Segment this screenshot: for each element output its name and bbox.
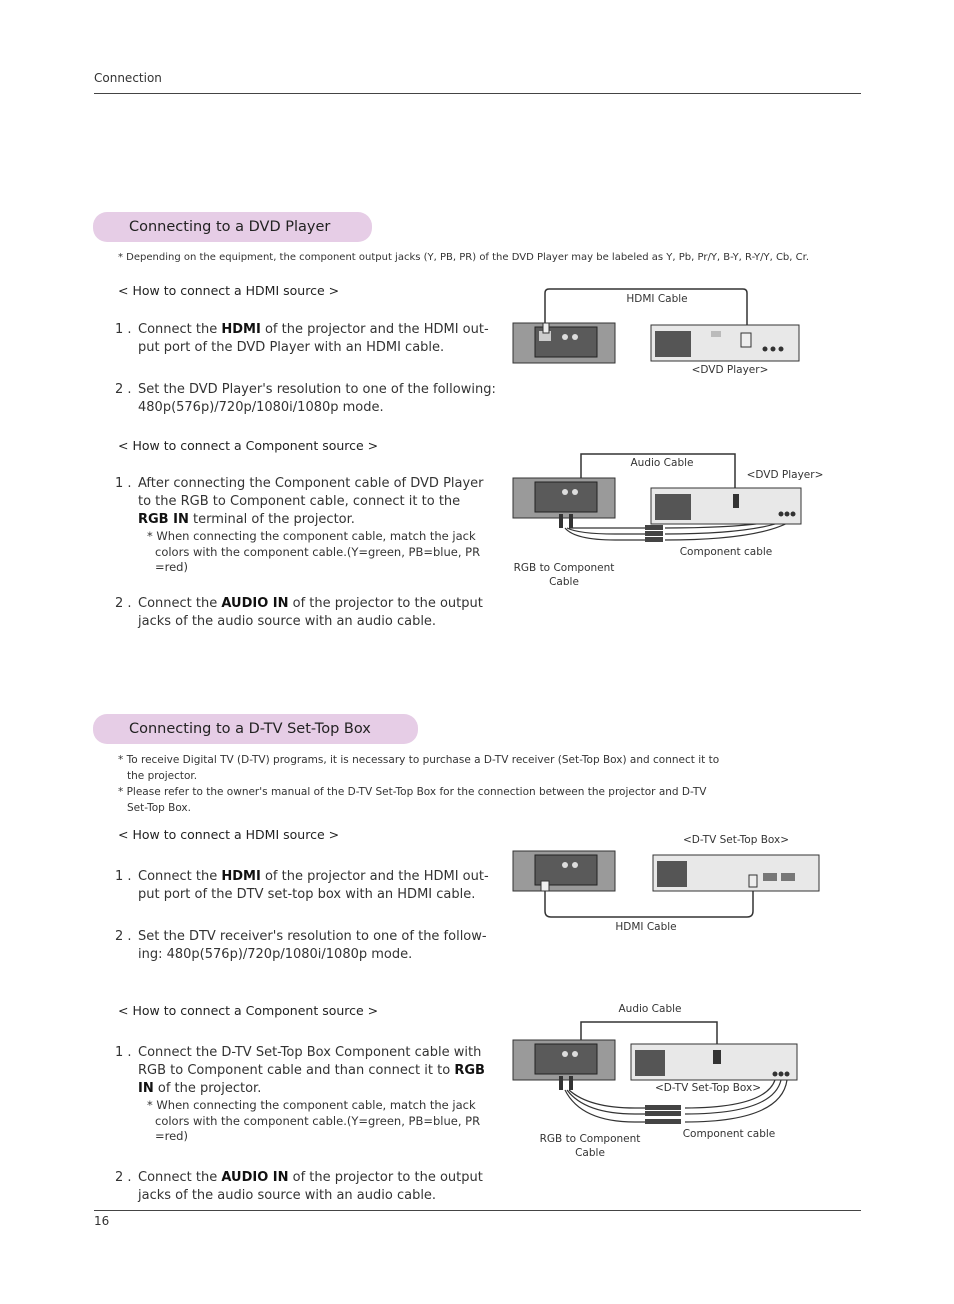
dvd-note: * Depending on the equipment, the component output jacks (Y, PB, PR) of the DVD Player may be labeled as Y, Pb, Pr/Y, B-Y, R-Y/Y, Cb, Cr. — [118, 252, 809, 263]
step-number: 2 . — [115, 1170, 132, 1185]
dtv-hdmi-step-1 — [115, 868, 505, 908]
step-text: terminal of the projector. — [192, 512, 355, 527]
step-text: Set the DVD Player's resolution to one of the following: — [138, 382, 496, 397]
dvd-player-label: <DVD Player> — [746, 469, 824, 481]
dvd-component-heading: < How to connect a Component source > — [118, 438, 379, 453]
step-number: 2 . — [115, 929, 132, 944]
step-text: put port of the DVD Player with an HDMI cable. — [138, 340, 445, 355]
step-text: put port of the DTV set-top box with an HDMI cable. — [138, 887, 476, 902]
dtv-hdmi-heading: < How to connect a HDMI source > — [118, 827, 340, 842]
hdmi-cable-label: HDMI Cable — [626, 293, 688, 305]
step-text: of the projector and the HDMI out- — [264, 322, 489, 337]
dtv-set-top-box-label: <D-TV Set-Top Box> — [654, 1082, 762, 1094]
dtv-hdmi-diagram — [505, 845, 825, 925]
step-text: Connect the — [138, 596, 218, 611]
step-number: 1 . — [115, 476, 132, 491]
step-number: 2 . — [115, 382, 132, 397]
dvd-component-step-1 — [115, 475, 505, 585]
step-bold: AUDIO IN — [221, 596, 289, 611]
sub-note: colors with the component cable.(Y=green, PB=blue, PR — [155, 1113, 481, 1128]
rgb-to-component-label — [506, 561, 622, 589]
step-bold: IN — [138, 1081, 154, 1096]
dtv-notes — [118, 752, 818, 816]
dvd-hdmi-step-1 — [115, 321, 505, 361]
dtv-component-diagram — [505, 1016, 805, 1131]
step-bold: HDMI — [221, 322, 261, 337]
dtv-component-step-1 — [115, 1044, 505, 1159]
sub-note: * When connecting the component cable, match the jack — [147, 529, 476, 543]
step-text: of the projector. — [157, 1081, 262, 1096]
step-text: RGB to Component cable and than connect it to — [138, 1063, 451, 1078]
step-text: of the projector and the HDMI out- — [264, 869, 489, 884]
page-number: 16 — [94, 1214, 110, 1228]
audio-cable-label: Audio Cable — [630, 457, 694, 469]
dvd-player-label: <DVD Player> — [691, 364, 769, 376]
rgb-to-component-label — [532, 1132, 648, 1160]
dtv-component-heading: < How to connect a Component source > — [118, 1003, 379, 1018]
note-line: Set-Top Box. — [127, 802, 191, 814]
rgb-label-line: RGB to Component — [539, 1133, 641, 1145]
rgb-label-line: Cable — [549, 576, 579, 588]
rgb-label-line: RGB to Component — [513, 562, 615, 574]
component-cable-label: Component cable — [679, 546, 773, 558]
step-number: 2 . — [115, 596, 132, 611]
component-cable-label: Component cable — [682, 1128, 776, 1140]
step-bold: AUDIO IN — [221, 1170, 289, 1185]
step-number: 1 . — [115, 869, 132, 884]
dtv-hdmi-step-2 — [115, 928, 505, 968]
step-bold: RGB — [454, 1063, 485, 1078]
step-text: Connect the D-TV Set-Top Box Component cable with — [138, 1045, 482, 1060]
section-header: Connection — [94, 71, 162, 85]
dvd-section-title: Connecting to a DVD Player — [93, 212, 372, 242]
step-text: 480p(576p)/720p/1080i/1080p mode. — [138, 400, 384, 415]
step-text: ing: 480p(576p)/720p/1080i/1080p mode. — [138, 947, 413, 962]
step-text: After connecting the Component cable of DVD Player — [138, 476, 484, 491]
note-line: * Please refer to the owner's manual of the D-TV Set-Top Box for the connection between the projector and D-TV — [118, 786, 707, 798]
step-text: of the projector to the output — [292, 1170, 483, 1185]
step-number: 1 . — [115, 1045, 132, 1060]
dtv-section-title: Connecting to a D-TV Set-Top Box — [93, 714, 418, 744]
note-line: the projector. — [127, 770, 198, 782]
step-number: 1 . — [115, 322, 132, 337]
note-line: * To receive Digital TV (D-TV) programs, it is necessary to purchase a D-TV receiver (Set-Top Box) and connect it to — [118, 754, 720, 766]
dvd-hdmi-step-2 — [115, 381, 505, 421]
dtv-set-top-box-label: <D-TV Set-Top Box> — [682, 834, 790, 846]
step-text: Connect the — [138, 1170, 218, 1185]
footer-rule — [94, 1210, 861, 1211]
step-text: to the RGB to Component cable, connect it to the — [138, 494, 461, 509]
step-bold: HDMI — [221, 869, 261, 884]
hdmi-cable-label: HDMI Cable — [615, 921, 677, 933]
sub-note: =red) — [155, 560, 188, 574]
step-text: Set the DTV receiver's resolution to one of the follow- — [138, 929, 487, 944]
step-text: Connect the — [138, 322, 218, 337]
sub-note: * When connecting the component cable, match the jack — [147, 1098, 476, 1112]
dvd-hdmi-heading: < How to connect a HDMI source > — [118, 283, 340, 298]
rgb-label-line: Cable — [575, 1147, 605, 1159]
sub-note: =red) — [155, 1129, 188, 1143]
step-bold: RGB IN — [138, 512, 189, 527]
dvd-component-step-2 — [115, 595, 505, 635]
step-text: Connect the — [138, 869, 218, 884]
header-rule — [94, 93, 861, 94]
sub-note: colors with the component cable.(Y=green, PB=blue, PR — [155, 544, 481, 559]
step-text: jacks of the audio source with an audio cable. — [138, 1188, 437, 1203]
step-text: jacks of the audio source with an audio cable. — [138, 614, 437, 629]
dtv-component-step-2 — [115, 1169, 505, 1209]
step-text: of the projector to the output — [292, 596, 483, 611]
audio-cable-label: Audio Cable — [618, 1003, 682, 1015]
